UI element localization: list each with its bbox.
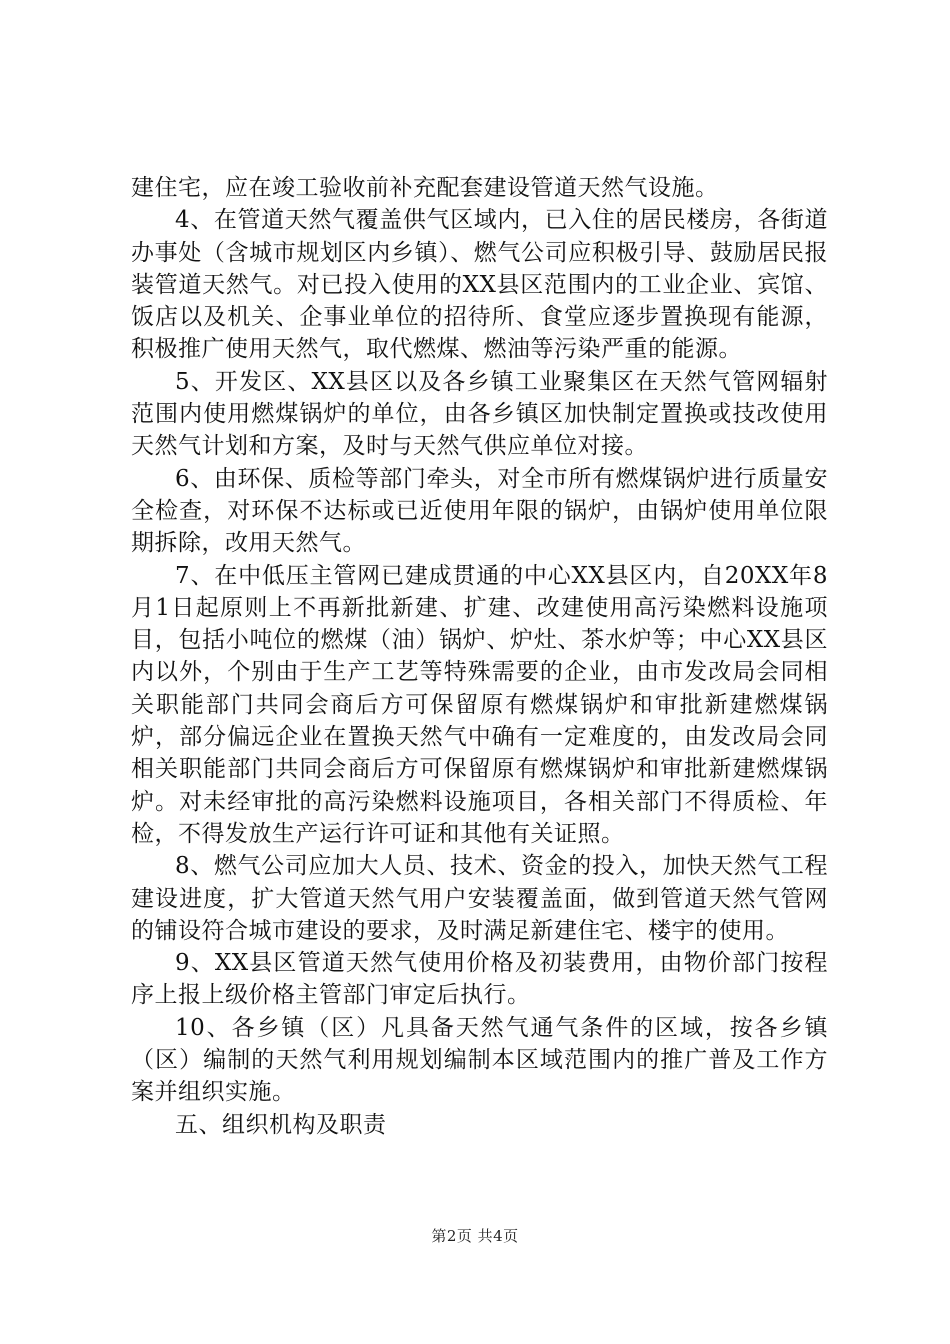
paragraph-item-9: 9、XX县区管道天然气使用价格及初装费用，由物价部门按程序上报上级价格主管部门审定后执行。 bbox=[131, 950, 828, 1009]
document-body bbox=[131, 172, 828, 1141]
paragraph-item-4: 4、在管道天然气覆盖供气区域内，已入住的居民楼房，各街道办事处（含城市规划区内乡镇）、燃气公司应积极引导、鼓励居民报装管道天然气。对已投入使用的XX县区范围内的工业企业、宾馆、饭店以及机关、企事业单位的招待所、食堂应逐步置换现有能源，积极推广使用天然气，取代燃煤、燃油等污染严重的能源。 bbox=[131, 207, 828, 363]
page-number-footer: 第2页 共4页 bbox=[431, 1227, 519, 1245]
paragraph-item-7: 7、在中低压主管网已建成贯通的中心XX县区内，自20XX年8月1日起原则上不再新批新建、扩建、改建使用高污染燃料设施项目，包括小吨位的燃煤（油）锅炉、炉灶、茶水炉等；中心XX县区内以外，个别由于生产工艺等特殊需要的企业，由市发改局会同相关职能部门共同会商后方可保留原有燃煤锅炉和审批新建燃煤锅炉，部分偏远企业在置换天然气中确有一定难度的，由发改局会同相关职能部门共同会商后方可保留原有燃煤锅炉和审批新建燃煤锅炉。对未经审批的高污染燃料设施项目，各相关部门不得质检、年检，不得发放生产运行许可证和其他有关证照。 bbox=[131, 562, 828, 847]
section-heading: 五、组织机构及职责 bbox=[175, 1111, 387, 1138]
paragraph-item-10: 10、各乡镇（区）凡具备天然气通气条件的区域，按各乡镇（区）编制的天然气利用规划编制本区域范围内的推广普及工作方案并组织实施。 bbox=[131, 1014, 828, 1106]
paragraph-continuation: 建住宅，应在竣工验收前补充配套建设管道天然气设施。 bbox=[131, 175, 719, 201]
paragraph-item-8: 8、燃气公司应加大人员、技术、资金的投入，加快天然气工程建设进度，扩大管道天然气用户安装覆盖面，做到管道天然气管网的铺设符合城市建设的要求，及时满足新建住宅、楼宇的使用。 bbox=[131, 853, 828, 944]
paragraph-item-5: 5、开发区、XX县区以及各乡镇工业聚集区在天然气管网辐射范围内使用燃煤锅炉的单位，由各乡镇区加快制定置换或技改使用天然气计划和方案，及时与天然气供应单位对接。 bbox=[131, 368, 828, 460]
paragraph-item-6: 6、由环保、质检等部门牵头，对全市所有燃煤锅炉进行质量安全检查，对环保不达标或已近使用年限的锅炉，由锅炉使用单位限期拆除，改用天然气。 bbox=[131, 465, 828, 557]
